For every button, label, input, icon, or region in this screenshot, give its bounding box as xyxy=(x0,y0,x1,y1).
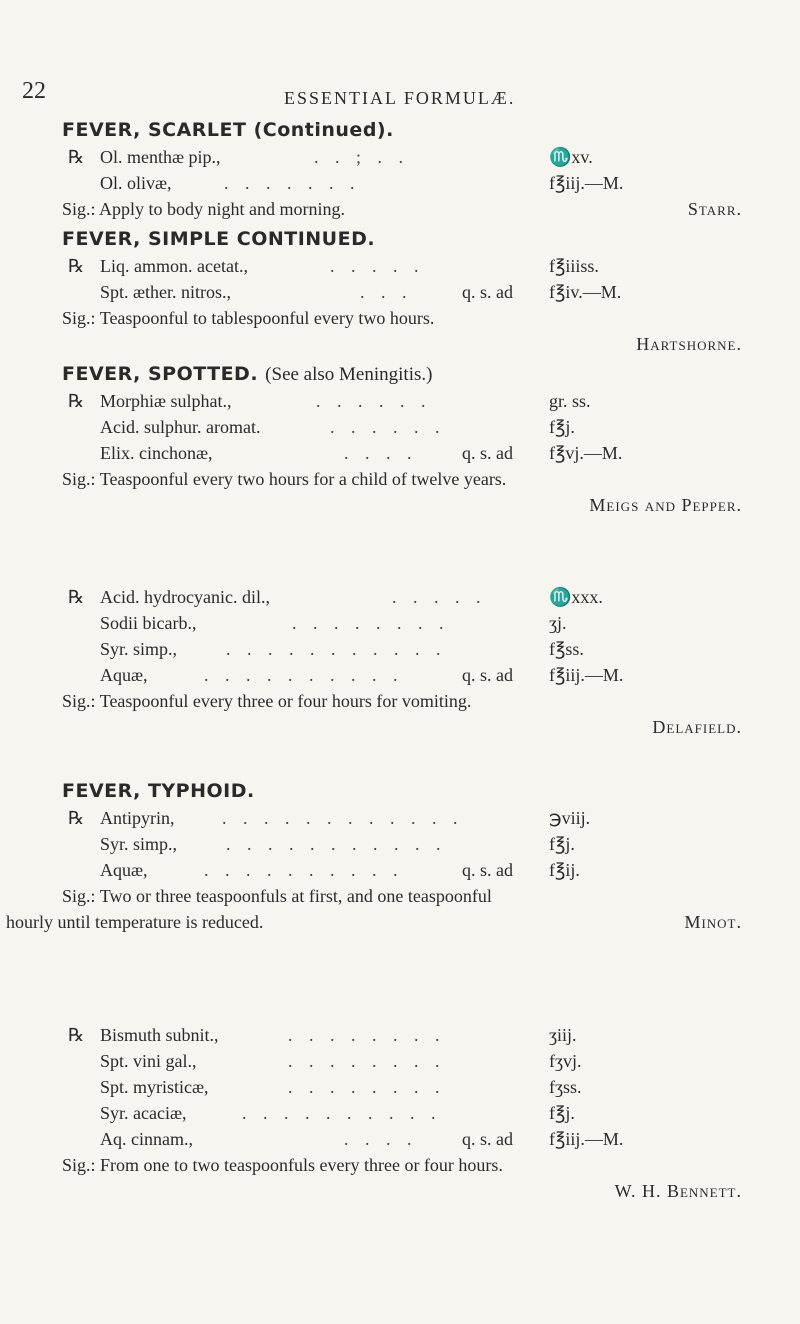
ingredient-name: Elix. cinchonæ, xyxy=(100,443,213,463)
sig-text: Apply to body night and morning. xyxy=(99,199,346,219)
ingredient-row xyxy=(62,279,742,305)
ingredient-quantity: ℈viij. xyxy=(549,808,591,828)
qs-ad: q. s. ad xyxy=(462,860,513,880)
sig-text: From one to two teaspoonfuls every three or four hours. xyxy=(100,1155,503,1175)
author: Delafield. xyxy=(652,717,742,737)
formula-fever-spotted xyxy=(62,360,742,518)
signa xyxy=(62,883,742,909)
sig-text: Two or three teaspoonfuls at first, and one teaspoonful xyxy=(99,886,492,906)
section-heading-row xyxy=(62,360,742,388)
signa xyxy=(62,196,742,222)
ingredient-row xyxy=(62,1126,742,1152)
qs-ad: q. s. ad xyxy=(462,1129,513,1149)
author: Minot. xyxy=(684,912,742,932)
ingredient-quantity: ♏xxx. xyxy=(549,587,603,607)
ingredient-name: Spt. æther. nitros., xyxy=(100,282,232,302)
dot-leader: . . . . . . xyxy=(316,391,432,411)
ingredient-name: Ol. olivæ, xyxy=(100,173,172,193)
sig-label: Sig.: xyxy=(62,469,96,489)
ingredient-quantity: f℥iij.—M. xyxy=(549,173,624,193)
ingredient-quantity: f℥vj.—M. xyxy=(549,443,623,463)
formula-fever-scarlet xyxy=(62,116,742,222)
dot-leader: . . . . . . . . xyxy=(292,613,450,633)
dot-leader: . . . . . . . . xyxy=(288,1077,446,1097)
ingredient-quantity: f℥iij.—M. xyxy=(549,665,624,685)
ingredient-row xyxy=(62,857,742,883)
ingredient-name: Acid. sulphur. aromat. xyxy=(100,417,261,437)
sig-label: Sig.: xyxy=(62,691,96,711)
ingredient-name: Sodii bicarb., xyxy=(100,613,197,633)
ingredient-name: Aquæ, xyxy=(100,860,148,880)
ingredient-name: Aquæ, xyxy=(100,665,148,685)
ingredient-quantity: f℥ss. xyxy=(549,639,584,659)
ingredient-row xyxy=(62,584,742,610)
ingredient-name: Liq. ammon. acetat., xyxy=(100,256,248,276)
ingredient-quantity: ʒj. xyxy=(549,613,567,633)
sig-label: Sig.: xyxy=(62,1155,96,1175)
section-heading: FEVER, SIMPLE CONTINUED. xyxy=(62,228,376,250)
ingredient-row xyxy=(62,440,742,466)
qs-ad: q. s. ad xyxy=(462,282,513,302)
dot-leader: . . . . . . . . xyxy=(288,1025,446,1045)
dot-leader: . . . . . . xyxy=(330,417,446,437)
recipe-symbol: ℞ xyxy=(68,1025,85,1045)
ingredient-quantity: fʒss. xyxy=(549,1077,582,1097)
running-head: ESSENTIAL FORMULÆ. xyxy=(284,88,516,108)
ingredient-name: Syr. simp., xyxy=(100,834,178,854)
section-heading: FEVER, SCARLET (Continued). xyxy=(62,119,394,141)
ingredient-row xyxy=(62,1074,742,1100)
ingredient-name: Antipyrin, xyxy=(100,808,175,828)
dot-leader: . . . . . xyxy=(392,587,487,607)
ingredient-row xyxy=(62,1100,742,1126)
qs-ad: q. s. ad xyxy=(462,665,513,685)
dot-leader: . . . . . xyxy=(330,256,425,276)
ingredient-quantity: f℥j. xyxy=(549,417,575,437)
ingredient-row xyxy=(62,253,742,279)
recipe-symbol: ℞ xyxy=(68,256,85,276)
author: W. H. Bennett. xyxy=(614,1181,742,1201)
dot-leader: . . . . . . . xyxy=(224,173,361,193)
dot-leader: . . . . xyxy=(344,443,418,463)
ingredient-name: Syr. acaciæ, xyxy=(100,1103,187,1123)
heading-note: (See also Meningitis.) xyxy=(265,364,433,385)
ingredient-row xyxy=(62,610,742,636)
dot-leader: . . . . . . . . . . xyxy=(204,665,404,685)
ingredient-row xyxy=(62,414,742,440)
signa xyxy=(62,688,742,714)
sig-label: Sig.: xyxy=(62,199,96,219)
ingredient-quantity: ♏xv. xyxy=(549,147,593,167)
author: Meigs and Pepper. xyxy=(589,495,742,515)
author: Hartshorne. xyxy=(636,334,742,354)
recipe-symbol: ℞ xyxy=(68,391,85,411)
dot-leader: . . . . . . . . . . xyxy=(204,860,404,880)
dot-leader: . . . . . . . . xyxy=(288,1051,446,1071)
ingredient-quantity: f℥iij.—M. xyxy=(549,1129,624,1149)
ingredient-row xyxy=(62,831,742,857)
author: Starr. xyxy=(687,199,742,219)
signa xyxy=(62,305,742,331)
ingredient-name: Spt. vini gal., xyxy=(100,1051,197,1071)
sig-label: Sig.: xyxy=(62,308,96,328)
dot-leader: . . . . . . . . . . . xyxy=(226,639,447,659)
section-heading: FEVER, SPOTTED. xyxy=(62,363,259,385)
ingredient-row xyxy=(62,170,742,196)
ingredient-quantity: ʒiij. xyxy=(549,1025,577,1045)
qs-ad: q. s. ad xyxy=(462,443,513,463)
ingredient-row xyxy=(62,636,742,662)
ingredient-name: Aq. cinnam., xyxy=(100,1129,193,1149)
recipe-symbol: ℞ xyxy=(68,587,85,607)
ingredient-row xyxy=(62,1048,742,1074)
sig-text: Teaspoonful every three or four hours for vomiting. xyxy=(99,691,472,711)
ingredient-name: Morphiæ sulphat., xyxy=(100,391,232,411)
ingredient-quantity: f℥j. xyxy=(549,834,575,854)
dot-leader: . . ; . . xyxy=(314,147,410,167)
sig-text: Teaspoonful every two hours for a child of twelve years. xyxy=(99,469,507,489)
dot-leader: . . . . xyxy=(344,1129,418,1149)
recipe-symbol: ℞ xyxy=(68,808,85,828)
signa xyxy=(62,1152,742,1178)
signa xyxy=(62,466,742,492)
ingredient-quantity: f℥ij. xyxy=(549,860,580,880)
ingredient-row xyxy=(62,1022,742,1048)
dot-leader: . . . . . . . . . . xyxy=(242,1103,442,1123)
ingredient-row xyxy=(62,805,742,831)
ingredient-quantity: gr. ss. xyxy=(549,391,591,411)
section-heading: FEVER, TYPHOID. xyxy=(62,780,255,802)
ingredient-quantity: f℥iiiss. xyxy=(549,256,599,276)
formula-fever-spotted-2 xyxy=(62,584,742,740)
recipe-symbol: ℞ xyxy=(68,147,85,167)
formula-fever-typhoid-2 xyxy=(62,1022,742,1204)
sig-label: Sig.: xyxy=(62,886,96,906)
dot-leader: . . . . . . . . . . . . xyxy=(222,808,464,828)
formula-fever-typhoid xyxy=(6,777,742,935)
ingredient-name: Syr. simp., xyxy=(100,639,178,659)
ingredient-quantity: fʒvj. xyxy=(549,1051,582,1071)
ingredient-name: Bismuth subnit., xyxy=(100,1025,219,1045)
formula-fever-simple-continued xyxy=(62,225,742,357)
ingredient-row xyxy=(62,662,742,688)
ingredient-name: Spt. myristicæ, xyxy=(100,1077,209,1097)
ingredient-name: Acid. hydrocyanic. dil., xyxy=(100,587,270,607)
ingredient-quantity: f℥iv.—M. xyxy=(549,282,622,302)
ingredient-row xyxy=(62,144,742,170)
signa-continued xyxy=(6,909,742,935)
sig-text-continued: hourly until temperature is reduced. xyxy=(6,912,264,932)
ingredient-quantity: f℥j. xyxy=(549,1103,575,1123)
ingredient-row xyxy=(62,388,742,414)
dot-leader: . . . xyxy=(360,282,413,302)
ingredient-name: Ol. menthæ pip., xyxy=(100,147,221,167)
dot-leader: . . . . . . . . . . . xyxy=(226,834,447,854)
sig-text: Teaspoonful to tablespoonful every two hours. xyxy=(99,308,435,328)
page-number: 22 xyxy=(22,78,46,104)
